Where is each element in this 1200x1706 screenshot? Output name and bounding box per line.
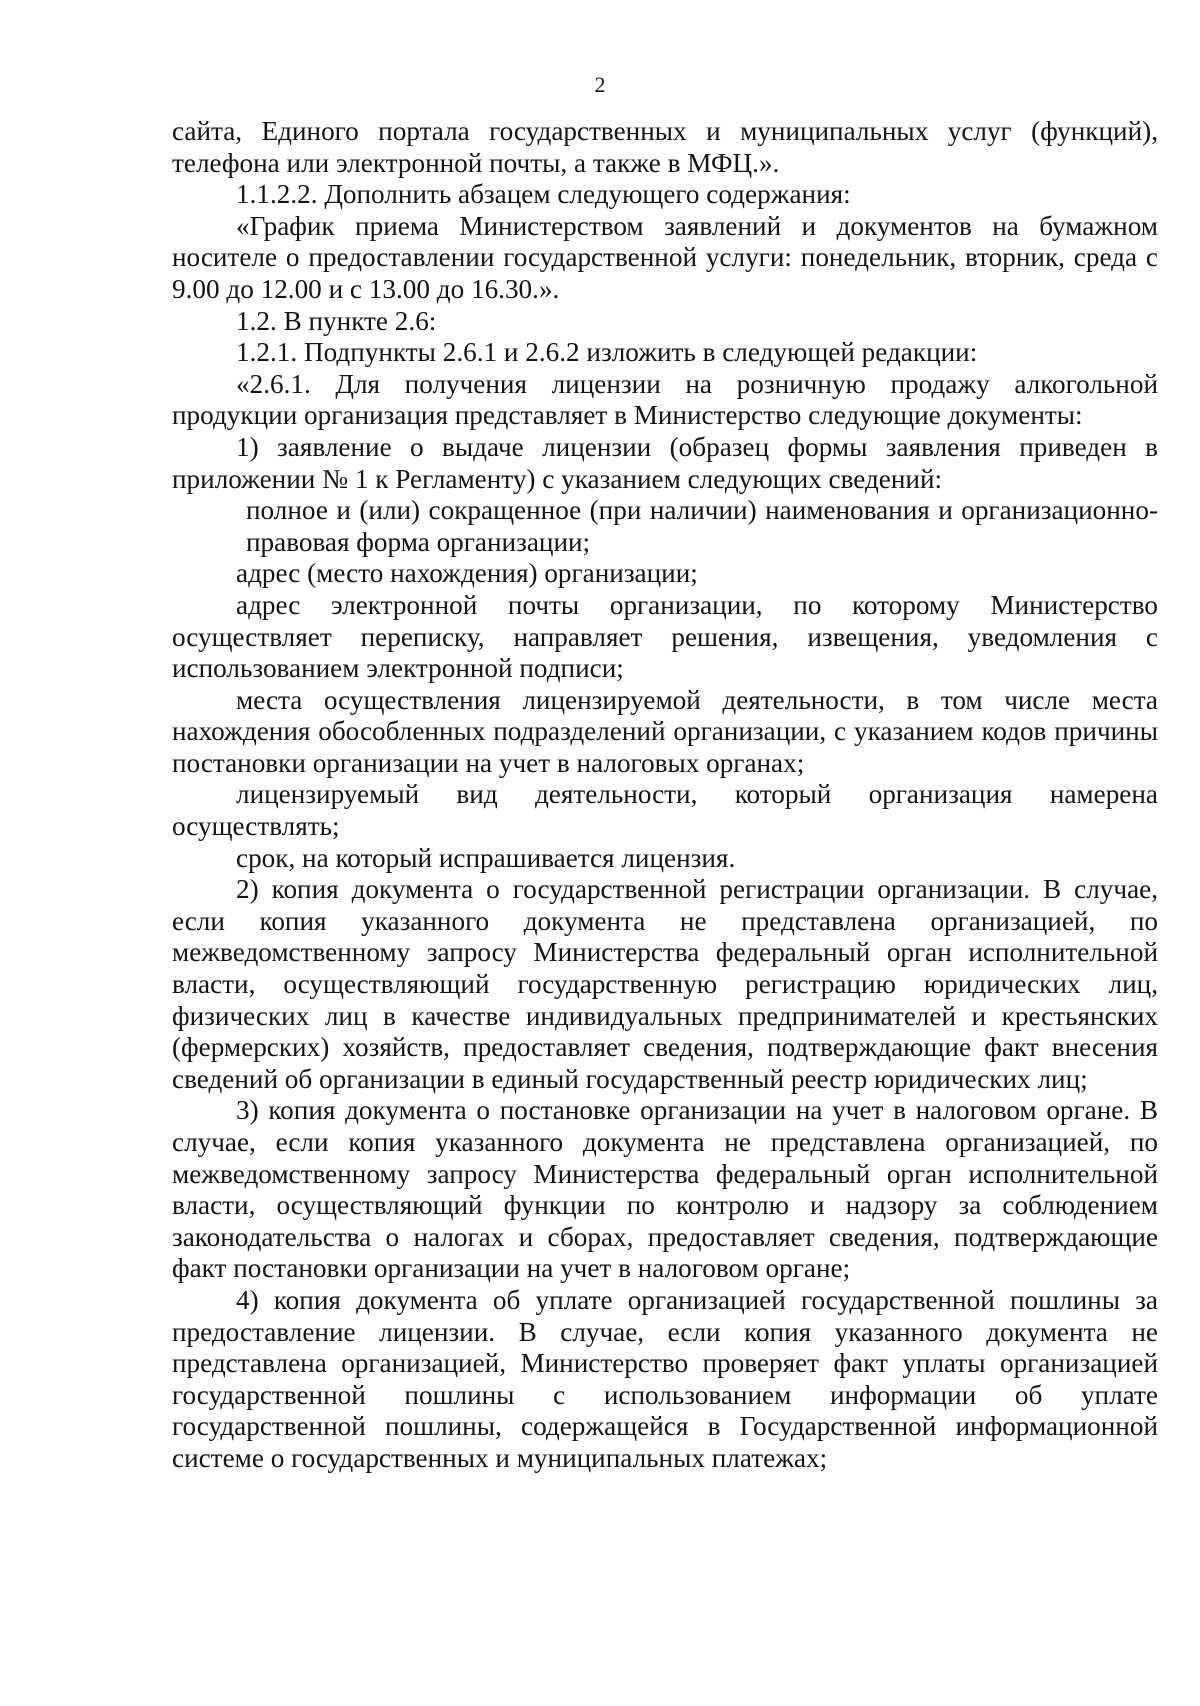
paragraph-continuation: сайта, Единого портала государственных и муниципальных услуг (функций), телефона или электронной почты, а также в МФЦ.». [172, 116, 1158, 178]
paragraph-item-4-state-duty: 4) копия документа об уплате организацией государственной пошлины за предоставление лицензии. В случае, если копия указанного документа не представлена организацией, Министерство проверяет факт уплаты организацией государственной пошлины с использованием информации об уплате государственной пошлины, содержащейся в Государственной информационной системе о государственных и муниципальных платежах; [172, 1284, 1158, 1473]
page-number: 2 [594, 72, 606, 97]
paragraph-clause-2-6-1: «2.6.1. Для получения лицензии на розничную продажу алкогольной продукции организация представляет в Министерство следующие документы: [172, 368, 1158, 431]
paragraph-amendment-1-2: 1.2. В пункте 2.6: [236, 305, 437, 336]
paragraph-item-1-application: 1) заявление о выдаче лицензии (образец формы заявления приведен в приложении № 1 к Регламенту) с указанием следующих сведений: [172, 431, 1158, 494]
paragraph-amendment-1-2-1: 1.2.1. Подпункты 2.6.1 и 2.6.2 изложить в следующей редакции: [236, 337, 978, 368]
paragraph-activity-places: места осуществления лицензируемой деятельности, в том числе места нахождения обособленных подразделений организации, с указанием кодов причины постановки организации на учет в налоговых органах; [172, 684, 1158, 778]
paragraph-amendment-1-1-2-2: 1.1.2.2. Дополнить абзацем следующего содержания: [236, 179, 851, 210]
paragraph-org-name: полное и (или) сокращенное (при наличии) наименования и организационно-правовая форма организации; [246, 495, 1158, 557]
paragraph-activity-type: лицензируемый вид деятельности, который организация намерена осуществлять; [172, 779, 1158, 842]
paragraph-license-term: срок, на который испрашивается лицензия. [236, 842, 736, 873]
paragraph-reception-schedule: «График приема Министерством заявлений и документов на бумажном носителе о предоставлении государственной услуги: понедельник, вторник, среда с 9.00 до 12.00 и с 13.00 до 16.30.». [172, 210, 1158, 304]
paragraph-item-3-tax-registration: 3) копия документа о постановке организации на учет в налоговом органе. В случае, если копия указанного документа не представлена организацией, по межведомственному запросу Министерства федеральный орган исполнительной власти, осуществляющий функции по контролю и надзору за соблюдением законодательства о налогах и сборах, предоставляет сведения, подтверждающие факт постановки организации на учет в налоговом органе; [172, 1095, 1158, 1284]
paragraph-org-address: адрес (место нахождения) организации; [236, 558, 698, 589]
paragraph-org-email: адрес электронной почты организации, по которому Министерство осуществляет переписку, направляет решения, извещения, уведомления с использованием электронной подписи; [172, 589, 1158, 684]
document-body [172, 116, 1158, 1475]
paragraph-item-2-registration: 2) копия документа о государственной регистрации организации. В случае, если копия указанного документа не представлена организацией, по межведомственному запросу Министерства федеральный орган исполнительной власти, осуществляющий государственную регистрацию юридических лиц, физических лиц в качестве индивидуальных предпринимателей и крестьянских (фермерских) хозяйств, предоставляет сведения, подтверждающие факт внесения сведений об организации в единый государственный реестр юридических лиц; [172, 874, 1158, 1094]
